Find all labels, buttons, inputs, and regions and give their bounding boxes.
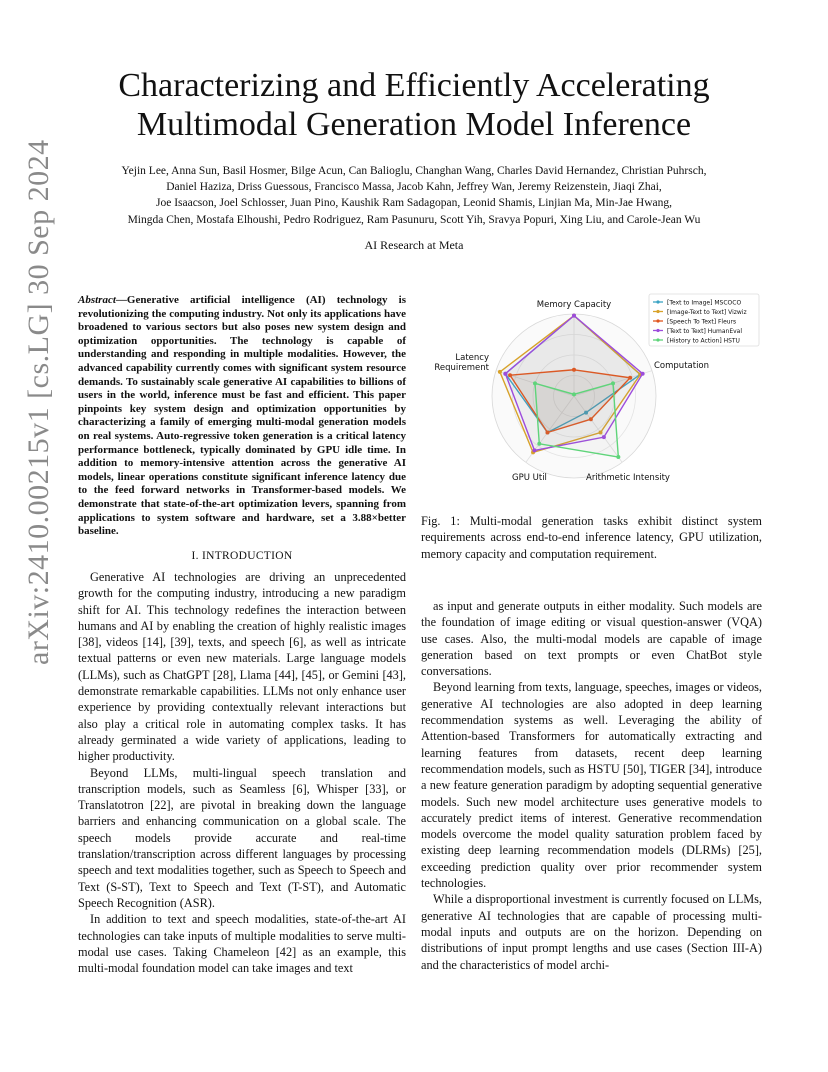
radar-axis-label: GPU Util — [512, 473, 547, 483]
legend-marker — [656, 300, 659, 303]
radar-point — [572, 392, 576, 396]
legend-entry: [Image-Text to Text] Vizwiz — [667, 308, 747, 316]
legend-marker — [656, 310, 659, 313]
paragraph: Beyond LLMs, multi-lingual speech translation and transcription models, such as Seamless [6], Whisper [33], or Translatotron [22], are pivotal in breaking down the language barriers and enhancing communication on a global scale. The speech models provide accurate and real-time translation/transcription across different languages by processing speech and text modalities together, such as Speech to Speech and Text (S-ST), Text to Speech and Text (T-ST), and Automatic Speech Recognition (ASR). — [78, 765, 406, 910]
author-list — [70, 163, 758, 228]
legend-entry: [History to Action] HSTU — [667, 337, 740, 345]
radar-axis-label: Requirement — [434, 363, 489, 373]
paragraph: Generative AI technologies are driving an unprecedented growth for the computing industry, introducing a new paradigm shift for AI. This technology redefines the interaction between humans and AI by enabling the creation of highly realistic images [38], videos [14], [39], texts, and speech [6], as well as intricate textual patterns or even new materials. Large language models (LLMs), such as ChatGPT [28], Llama [44], [45], or Gemini [43], demonstrate remarkable capabilities. LLMs not only enhance user experience by providing contextually relevant interactions but also play a critical role in automating complex tasks. It has already germinated a wide variety of applications, leading to higher productivity. — [78, 570, 406, 764]
author-line: Joe Isaacson, Joel Schlosser, Juan Pino, Kaushik Ram Sadagopan, Leonid Shamis, Linjian Ma, Min-Jae Hwang, — [155, 197, 672, 210]
legend-entry: [Text to Image] MSCOCO — [667, 299, 742, 307]
radar-axis-label: Arithmetic Intensity — [586, 473, 670, 483]
right-column-body — [421, 598, 762, 973]
legend-marker — [656, 329, 659, 332]
arxiv-identifier: arXiv:2410.00215v1 [cs.LG] 30 Sep 2024 — [22, 139, 55, 665]
paper-title — [60, 66, 768, 144]
radar-chart — [421, 288, 762, 510]
affiliation: AI Research at Meta — [364, 238, 464, 252]
radar-point — [498, 370, 502, 374]
abstract-label: Abstract — [78, 294, 116, 306]
paragraph: While a disproportional investment is currently focused on LLMs, generative AI technologies that are capable of processing multi-modal inputs and outputs are on the horizon. Depending on distributions of input prompt lengths and use cases (Section III-A) and the characteristics of model archi- — [421, 892, 762, 972]
radar-point — [641, 372, 645, 376]
author-line: Mingda Chen, Mostafa Elhoushi, Pedro Rodriguez, Ram Pasunuru, Scott Yih, Sravya Popuri, Xing Liu, and Carole-Jean Wu — [127, 213, 701, 226]
legend-marker — [656, 319, 659, 322]
radar-axis-label: Memory Capacity — [536, 300, 612, 310]
legend-entry: [Speech To Text] Fleurs — [667, 318, 737, 326]
paragraph: Beyond learning from texts, language, speeches, images or videos, generative AI technologies are also adopted in deep learning recommendation systems as well. Leveraging the ability of Attention-based Transformers for automatically extracting and learning features from datasets, recent deep learning recommendation models, such as HSTU [50], TIGER [34], introduce a new feature generation paradigm by adopting sequential generative models. Such new model architecture uses generative models to accurately predict items of interest. Generative recommendation models overcome the model quality saturation problem faced by existing deep learning recommendation models (DLRMs) [25], exceeding prediction quality over prior recommender system technologies. — [421, 680, 762, 891]
radar-axis-label: Computation — [654, 361, 710, 371]
paragraph: In addition to text and speech modalities, state-of-the-art AI technologies can take inputs of multiple modalities to serve multi-modal use cases. Taking Chameleon [42] as an example, this multi-modal foundation model can take images and text — [78, 912, 406, 976]
introduction-body — [78, 569, 406, 976]
section-heading: I. INTRODUCTION — [191, 550, 293, 562]
legend-marker — [656, 338, 659, 341]
radar-axis-label: Latency — [455, 353, 489, 363]
abstract — [78, 294, 406, 539]
radar-point — [533, 381, 537, 385]
author-line: Daniel Haziza, Driss Guessous, Francisco Massa, Jacob Kahn, Jeffrey Wan, Jeremy Reizenstein, Jiaqi Zhai, — [166, 181, 662, 194]
legend-entry: [Text to Text] HumanEval — [667, 327, 743, 335]
radar-point — [616, 455, 620, 459]
radar-chart-figure — [421, 288, 762, 510]
radar-point — [537, 442, 541, 446]
radar-point — [572, 314, 576, 318]
paragraph: as input and generate outputs in either modality. Such models are the foundation of image editing or visual question-answer (VQA) use cases. Also, the multi-modal models are capable of image generation based on text prompts or even ChatBot style conversations. — [421, 599, 762, 679]
radar-point — [532, 448, 536, 452]
title-line-1: Characterizing and Efficiently Accelerating — [118, 67, 710, 104]
radar-point — [611, 381, 615, 385]
figure-caption: Fig. 1: Multi-modal generation tasks exhibit distinct system requirements across end-to-end inference latency, GPU utilization, memory capacity and computation requirement. — [421, 514, 762, 561]
author-line: Yejin Lee, Anna Sun, Basil Hosmer, Bilge Acun, Can Balioglu, Changhan Wang, Charles David Hernandez, Christian Puhrsch, — [121, 165, 707, 177]
title-line-2: Multimodal Generation Model Inference — [136, 106, 692, 143]
abstract-text: —Generative artificial intelligence (AI) technology is revolutionizing the computing industry. Not only its applications have broadened to various sectors but also poses new system design and optimization opportunities. The technology is capable of understanding and responding in multiple modalities. However, the advanced capability currently comes with significant system resource demands. To sustainably scale generative AI capabilities to billions of users in the world, inference must be fast and efficient. This paper pinpoints key system design and optimization opportunities by characterizing a family of emerging multi-modal generation models on real systems. Auto-regressive token generation is a critical latency performance bottleneck, typically dominated by GPU idle time. In addition to memory-intensive attention across the generative AI models, linear operations constitute significant inference latency due to the feed forward networks in Transformer-based models. We demonstrate that state-of-the-art optimization levers, spanning from applications to system software and hardware, set a 3.88×better baseline. — [78, 294, 406, 538]
radar-point — [503, 372, 507, 376]
